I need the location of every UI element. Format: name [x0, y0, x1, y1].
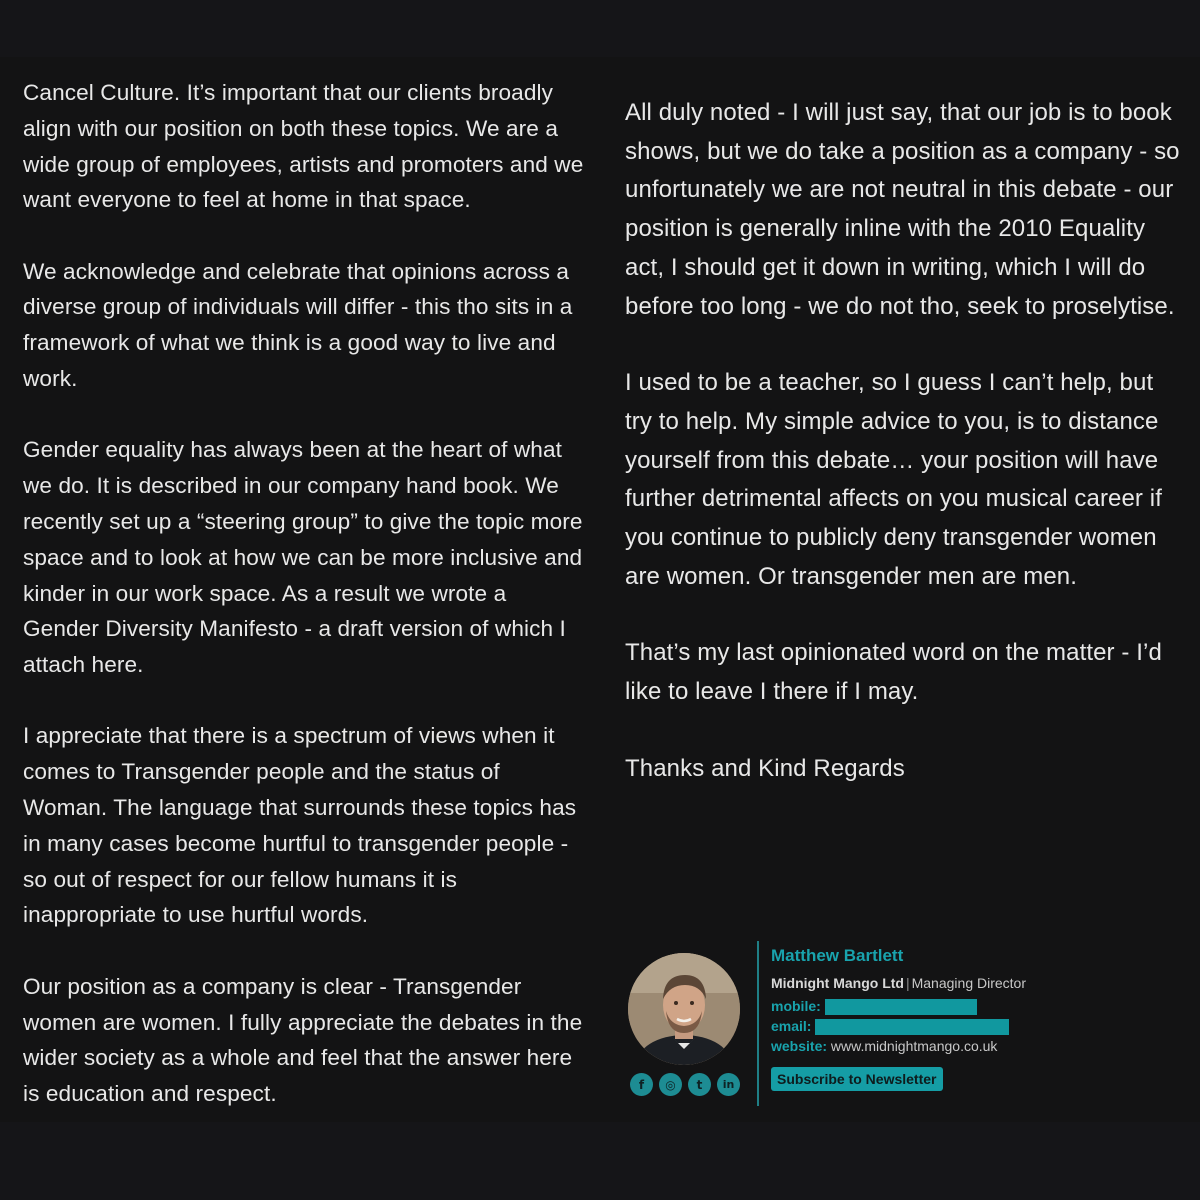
right-message-body [625, 94, 1185, 827]
message-paragraph: Cancel Culture. It’s important that our clients broadly align with our position on both these topics. We are a wide group of employees, artists and promoters and we want everyone to feel at home in that space. [23, 80, 584, 213]
left-message-panel [0, 57, 600, 1122]
website-row [771, 1036, 1171, 1056]
redacted-mobile [825, 999, 977, 1015]
email-row [771, 1016, 1171, 1036]
avatar [628, 953, 740, 1065]
linkedin-icon[interactable]: in [717, 1073, 740, 1096]
subscribe-newsletter-button[interactable]: Subscribe to Newsletter [771, 1067, 943, 1091]
facebook-icon[interactable]: f [630, 1073, 653, 1096]
message-paragraph: Gender equality has always been at the heart of what we do. It is described in our company hand book. We recently set up a “steering group” to give the topic more space and to look at how we can be more inclusive and kinder in our work space. As a result we wrote a Gender Diversity Manifesto - a draft version of which I attach here. [23, 437, 583, 678]
message-paragraph: All duly noted - I will just say, that our job is to book shows, but we do take a position as a company - so unfortunately we are not neutral in this debate - our position is generally inline with the 2010 Equality act, I should get it down in writing, which I will do before too long - we do not tho, seek to proselytise. [625, 99, 1180, 320]
twitter-icon[interactable]: t [688, 1073, 711, 1096]
social-links [625, 1073, 745, 1099]
message-paragraph: We acknowledge and celebrate that opinions across a diverse group of individuals will differ - this tho sits in a framework of what we think is a good way to live and work. [23, 258, 573, 392]
signature-divider [757, 941, 759, 1106]
message-paragraph: I used to be a teacher, so I guess I can’t help, but try to help. My simple advice to you, is to distance yourself from this debate… your position will have further detrimental affects on you musical career if you continue to publicly deny transgender women are women. Or transgender men are men. [625, 369, 1162, 590]
left-message-body [23, 75, 588, 1147]
email-signature [625, 945, 1185, 1105]
website-label: website: [771, 1038, 828, 1054]
message-paragraph: Our position as a company is clear - Transgender women are women. I fully appreciate the debates in the wider society as a whole and feel that the answer here is education and respect. [23, 973, 583, 1107]
website-link[interactable]: www.midnightmango.co.uk [830, 1038, 998, 1054]
right-message-panel [600, 57, 1200, 1122]
company-separator: | [905, 975, 910, 991]
instagram-icon[interactable]: ◎ [659, 1073, 682, 1096]
signature-name: Matthew Bartlett [771, 946, 904, 965]
redacted-email [815, 1019, 1009, 1035]
signature-company-line [771, 974, 1171, 992]
mobile-label: mobile: [771, 998, 821, 1014]
message-paragraph: I appreciate that there is a spectrum of views when it comes to Transgender people and the status of Woman. The language that surrounds these topics has in many cases become hurtful to transgender people - so out of respect for our fellow humans it is inappropriate to use hurtful words. [23, 723, 577, 928]
job-title: Managing Director [911, 975, 1026, 991]
mobile-row [771, 996, 1171, 1016]
sign-off: Thanks and Kind Regards [625, 754, 905, 782]
email-label: email: [771, 1018, 812, 1034]
company-name: Midnight Mango Ltd [771, 975, 904, 991]
signature-details [771, 945, 1171, 1087]
message-paragraph: That’s my last opinionated word on the matter - I’d like to leave I there if I may. [625, 639, 1162, 706]
